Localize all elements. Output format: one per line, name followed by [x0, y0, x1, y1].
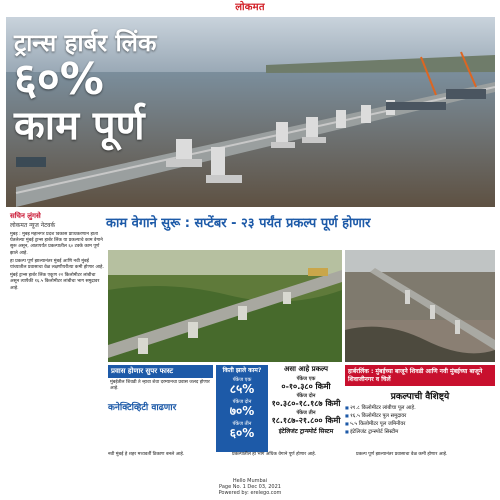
feature-item: ■ इंटेलिजंट ट्रान्स्पोर्ट सिस्टीम [345, 428, 495, 436]
travel-speed-text: मुंबईतील शिवडी ते न्हावा शेवा दरम्यानचा प्रवास जलद होणार आहे. [110, 380, 210, 391]
package-label: पॅकेज दोन [296, 393, 316, 399]
bottom-paragraph: नवी मुंबई हे शहर मध्यवर्ती ठिकाण बनले आहे. [108, 452, 185, 457]
package-range: ०-१०.३८० किमी [281, 382, 331, 391]
bottom-paragraph: प्रकल्प पूर्ण झाल्यानंतर प्रवासाचा वेळ कमी होणार आहे. [356, 452, 448, 457]
feature-item: ■ १६.५ किलोमीटर पूल समुद्रावर [345, 412, 495, 420]
feature-item: ■ २१.८ किलोमीटर लांबीचा पूल आहे. [345, 404, 495, 412]
bridge-photo-middle [108, 250, 342, 362]
transport-system: इंटेलिजंट ट्रान्स्पोर्ट सिस्टम [278, 428, 334, 435]
hero-title [14, 30, 156, 148]
package-progress: ६०% [229, 426, 255, 440]
connectivity-title: कनेक्टिव्हिटी वाढणार [108, 403, 177, 413]
body-paragraph: हा प्रकल्प पूर्ण झाल्यानंतर मुंबई आणि नवी मुंबई यांच्यातील प्रवासाचा वेळ लक्षणीयरीत्या कमी होणार आहे. [10, 258, 104, 271]
package-label: पॅकेज दोन [232, 399, 252, 405]
package-label: पॅकेज तीन [232, 421, 252, 427]
feature-item: ■ ५.५ किलोमीटर पूल जमिनीवर [345, 420, 495, 428]
route-banner: हार्बरलिंक : मुंबईच्या बाजूने शिवडी आणि नवी मुंबईच्या बाजूने शिवाजीनगर व चिर्ले [345, 365, 495, 386]
body-paragraph: मुंबई ट्रान्स हार्बर लिंक एकूण २२ किलोमीटर लांबीचा असून त्यापैकी १६.५ किलोमीटर लांबीचा भाग समुद्रावर आहे. [10, 273, 100, 291]
bottom-text-row [108, 452, 495, 458]
bottom-paragraph: प्रकल्पातील हा भाग अधिक वेगाने पूर्ण होणार आहे. [232, 452, 317, 457]
footer-page-date: Page No. 1 Dec 03, 2021 [219, 484, 281, 490]
package-progress: ७०% [229, 404, 255, 418]
news-desk: लोकमत न्यूज नेटवर्क [10, 222, 56, 229]
bridge-photo-right [345, 250, 495, 362]
package-range: १८.१८७-२१.८०० किमी [271, 416, 341, 425]
masthead [0, 0, 500, 12]
features-list [345, 404, 495, 436]
bridge-over-mangroves-photo [108, 250, 342, 362]
bridge-over-water-photo [345, 250, 495, 362]
hero-photo [6, 17, 495, 207]
author-name: सचिन लुंगसे [10, 212, 41, 220]
package-label: पॅकेज एक [232, 377, 252, 383]
lokmat-logo: लोकमत [235, 2, 265, 13]
page-footer [0, 478, 500, 496]
body-paragraph: मुंबई : मुंबई महानगर प्रदेश विकास प्राधिकरणाने हाती घेतलेल्या मुंबई ट्रान्स हार्बर लिंक या प्रकल्पाचे काम वेगाने सुरू असून, आतापर्यंत प्रकल्पातील ६० टक्के काम पूर्ण झाले आहे. [10, 232, 103, 256]
package-range: १०.३८०-१८.१८७ किमी [271, 399, 341, 408]
footer-powered-by: Powered by: erelego.com [218, 490, 282, 496]
package-label: पॅकेज एक [296, 376, 316, 382]
package-label: पॅकेज तीन [296, 410, 316, 416]
hero-title-percent: ६०% [14, 54, 104, 105]
footer-edition: Hello Mumbai [232, 478, 268, 484]
article-body-left [10, 232, 105, 490]
hero-title-line3: काम पूर्ण [14, 103, 145, 149]
travel-speed-box [108, 365, 213, 413]
byline [10, 212, 102, 229]
progress-question: किती झाले काम? [222, 367, 262, 374]
features-box [345, 365, 495, 436]
features-title: प्रकल्पाची वैशिष्ट्ये [390, 392, 450, 402]
packages-heading: असा आहे प्रकल्प [284, 365, 328, 373]
hero-title-line1: ट्रान्स हार्बर लिंक [14, 29, 157, 57]
project-packages-box [270, 365, 342, 435]
progress-stats-box [216, 365, 268, 452]
package-progress: ८५% [229, 382, 255, 396]
article-headline: काम वेगाने सुरू : सप्टेंबर - २३ पर्यंत प्रकल्प पूर्ण होणार [106, 216, 371, 231]
travel-speed-title: प्रवास होणार सुपर फास्ट [108, 365, 213, 378]
